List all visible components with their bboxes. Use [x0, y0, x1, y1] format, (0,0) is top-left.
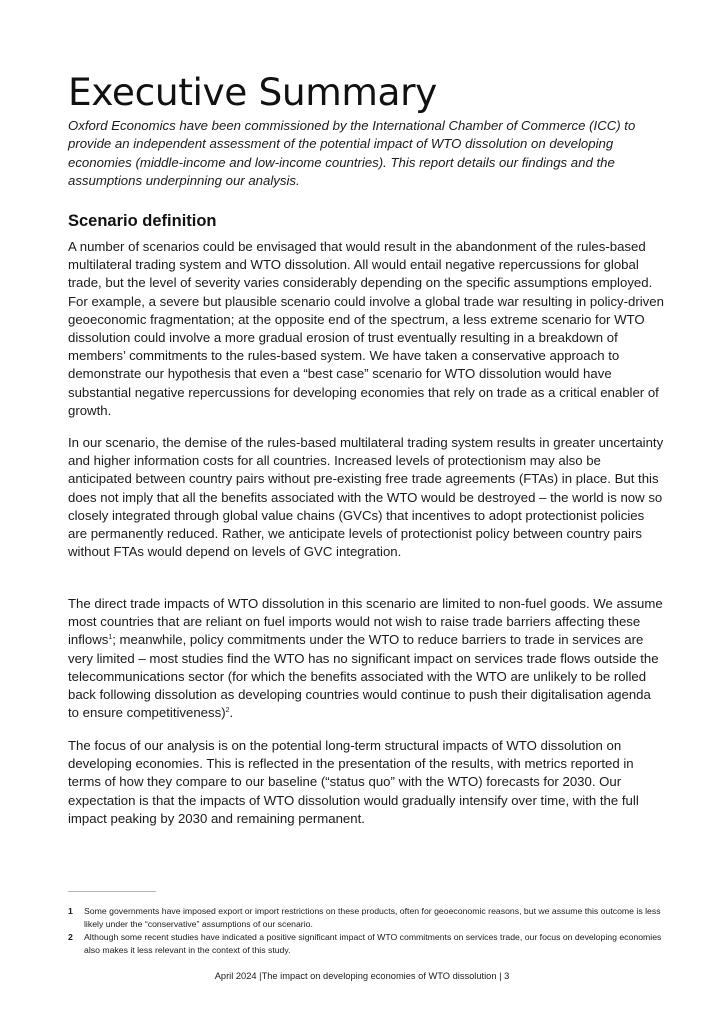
body-paragraph-1: A number of scenarios could be envisaged that would result in the abandonment of the rules-based multilateral trading system and WTO dissolution. All would entail negative repercussions for global trade, but the level of severity varies considerably depending on the specific assumptions employed. For example, a severe but plausible scenario could involve a global trade war resulting in policy-driven geoeconomic fragmentation; at the opposite end of the spectrum, a less extreme scenario for WTO dissolution could involve a more gradual erosion of trust eventually resulting in a breakdown of members’ commitments to the rules-based system. We have taken a conservative approach to demonstrate our hypothesis that even a “best case” scenario for WTO dissolution would have substantial negative repercussions for developing economies that rely on trade as a critical enabler of growth. — [68, 239, 664, 418]
paragraph-3-text-b: ; meanwhile, policy commitments under the WTO to reduce barriers to trade in services are very limited – most studies find the WTO has no significant impact on services trade flows outside the telecommunications sector (for which the benefits associated with the WTO are unlikely to be rolled back following dissolution as developing countries would continue to push their digitalisation agenda to ensure competitiveness) — [68, 632, 659, 721]
body-paragraph-3 — [68, 595, 664, 722]
footnote-2 — [68, 931, 668, 956]
paragraph-3-text-a: The direct trade impacts of WTO dissolution in this scenario are limited to non-fuel goods. We assume most countries that are reliant on fuel imports would not wish to raise trade barriers affecting these inflows — [68, 596, 663, 648]
intro-paragraph: Oxford Economics have been commissioned by the International Chamber of Commerce (ICC) to provide an independent assessment of the potential impact of WTO dissolution on developing economies (middle-income and low-income countries). This report details our findings and the assumptions underpinning our analysis. — [68, 118, 636, 188]
footnote-text: Some governments have imposed export or import restrictions on these products, often for geoeconomic reasons, but we assume this outcome is less likely under the “conservative” assumptions of our scenario. — [84, 906, 661, 929]
footnote-number: 1 — [68, 906, 73, 916]
footnote-number: 2 — [68, 932, 73, 943]
page-title: Executive Summary — [68, 70, 437, 114]
footnote-divider — [68, 891, 156, 892]
footnote-1 — [68, 905, 668, 930]
section-heading: Scenario definition — [68, 212, 217, 230]
footnote-ref-2[interactable]: 2 — [225, 707, 230, 715]
paragraph-3-text-c: . — [229, 705, 234, 721]
body-paragraph-2: In our scenario, the demise of the rules-based multilateral trading system results in greater uncertainty and higher information costs for all countries. Increased levels of protectionism may also be anticipated between country pairs without pre-existing free trade agreements (FTAs) in place. But this does not imply that all the benefits associated with the WTO would be destroyed – the world is now so closely integrated through global value chains (GVCs) that incentives to adopt protectionist policies are permanently reduced. Rather, we anticipate levels of protectionist policy between country pairs without FTAs would depend on levels of GVC integration. — [68, 435, 664, 560]
footnote-ref-1[interactable]: 1 — [108, 634, 113, 642]
page-footer: April 2024 |The impact on developing economies of WTO dissolution | 3 — [214, 971, 510, 981]
footnote-text: Although some recent studies have indicated a positive significant impact of WTO commitments on services trade, our focus on developing economies also makes it less relevant in the context of this study. — [84, 932, 662, 955]
footnotes — [68, 905, 668, 957]
body-paragraph-4: The focus of our analysis is on the potential long-term structural impacts of WTO dissolution on developing economies. This is reflected in the presentation of the results, with metrics reported in terms of how they compare to our baseline (“status quo” with the WTO) forecasts for 2030. Our expectation is that the impacts of WTO dissolution would gradually intensify over time, with the full impact peaking by 2030 and remaining permanent. — [68, 738, 639, 826]
